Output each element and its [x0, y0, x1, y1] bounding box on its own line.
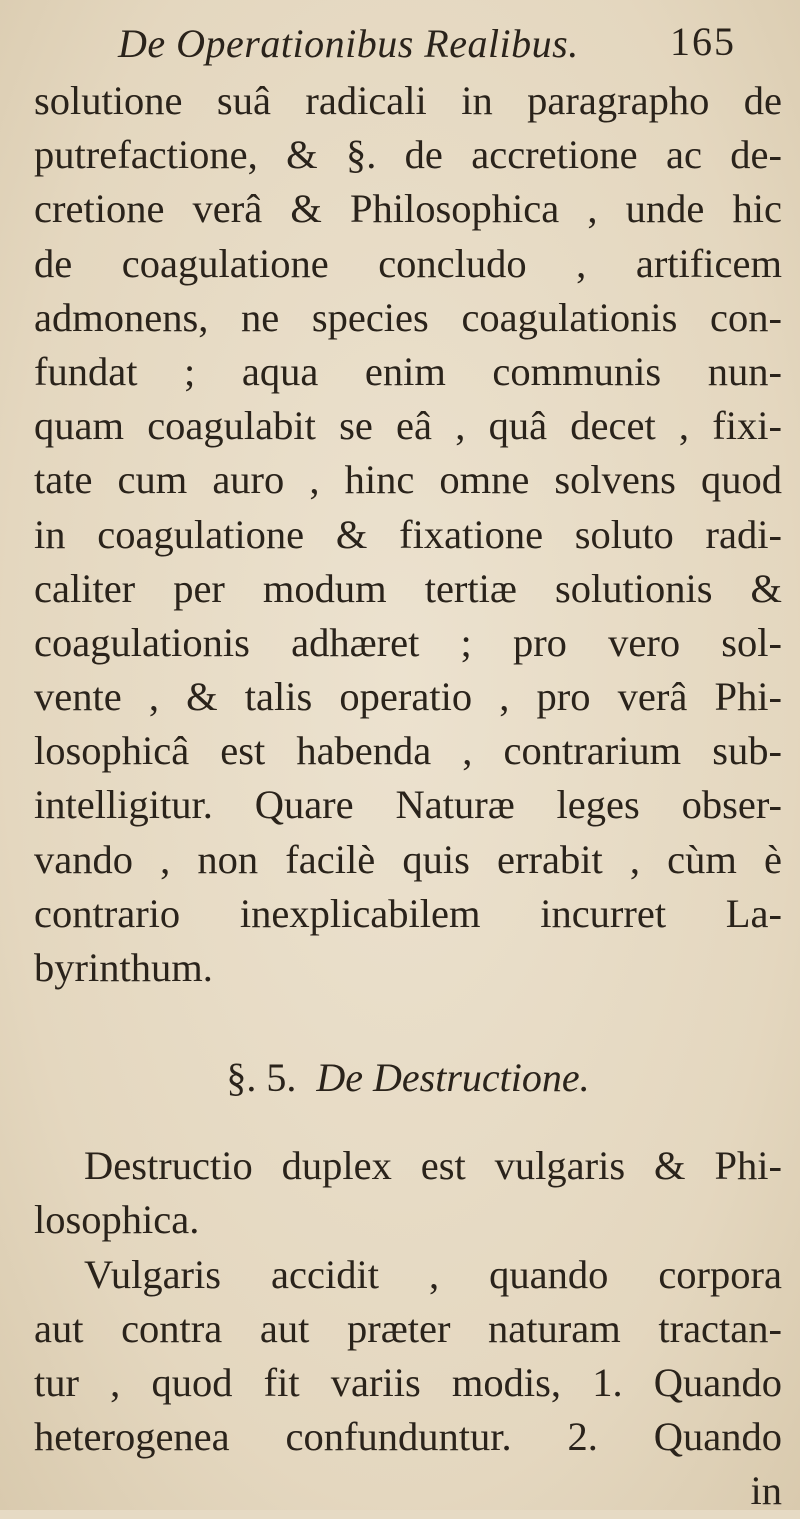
text-line: heterogenea confunduntur. 2. Quando: [34, 1414, 782, 1460]
text-line: fundat ; aqua enim communis nun-: [34, 348, 782, 394]
section-heading: [34, 1049, 782, 1107]
section-title: De Destructione.: [316, 1055, 590, 1101]
text-line: cretione verâ & Philosophica , unde hic: [34, 186, 782, 232]
paragraph-3: [34, 1248, 782, 1519]
text-line: byrinthum.: [34, 945, 213, 990]
text-line: tate cum auro , hinc omne solvens quod: [34, 457, 782, 503]
text-line: losophica.: [34, 1197, 200, 1243]
section-number: §. 5.: [226, 1055, 297, 1101]
text-line: contrario inexplicabilem incurret La-: [34, 890, 782, 936]
running-head-title: De Operationibus Realibus.: [118, 21, 579, 66]
text-line: intelligitur. Quare Naturæ leges obser-: [34, 782, 782, 828]
text-line: in coagulatione & fixatione soluto radi-: [34, 511, 782, 557]
text-line: tur , quod fit variis modis, 1. Quando: [34, 1359, 782, 1405]
text-line: losophicâ est habenda , contrarium sub-: [34, 728, 782, 774]
text-line: Destructio duplex est vulgaris & Phi-: [84, 1143, 782, 1189]
paragraph-1: [34, 74, 782, 995]
text-line: aut contra aut præter naturam tractan-: [34, 1305, 782, 1351]
text-line: de coagulatione concludo , artificem: [34, 240, 782, 286]
running-head: [0, 14, 800, 72]
text-line: admonens, ne species coagulationis con-: [34, 294, 782, 340]
catchword: in: [750, 1468, 782, 1514]
text-line: vando , non facilè quis errabit , cùm è: [34, 836, 782, 882]
text-line: quam coagulabit se eâ , quâ decet , fixi-: [34, 403, 782, 449]
paragraph-2: [34, 1139, 782, 1247]
text-line: vente , & talis operatio , pro verâ Phi-: [34, 674, 782, 720]
page-number: 165: [670, 19, 736, 64]
spacer: [34, 1107, 782, 1139]
spacer: [34, 995, 782, 1049]
text-line: caliter per modum tertiæ solutionis &: [34, 565, 782, 611]
text-line: Vulgaris accidit , quando corpora: [84, 1251, 782, 1297]
text-line: coagulationis adhæret ; pro vero sol-: [34, 619, 782, 665]
body-text: [34, 74, 782, 1519]
text-line: solutione suâ radicali in paragrapho de: [34, 78, 782, 123]
text-line: putrefactione, & §. de accretione ac de-: [34, 132, 782, 178]
